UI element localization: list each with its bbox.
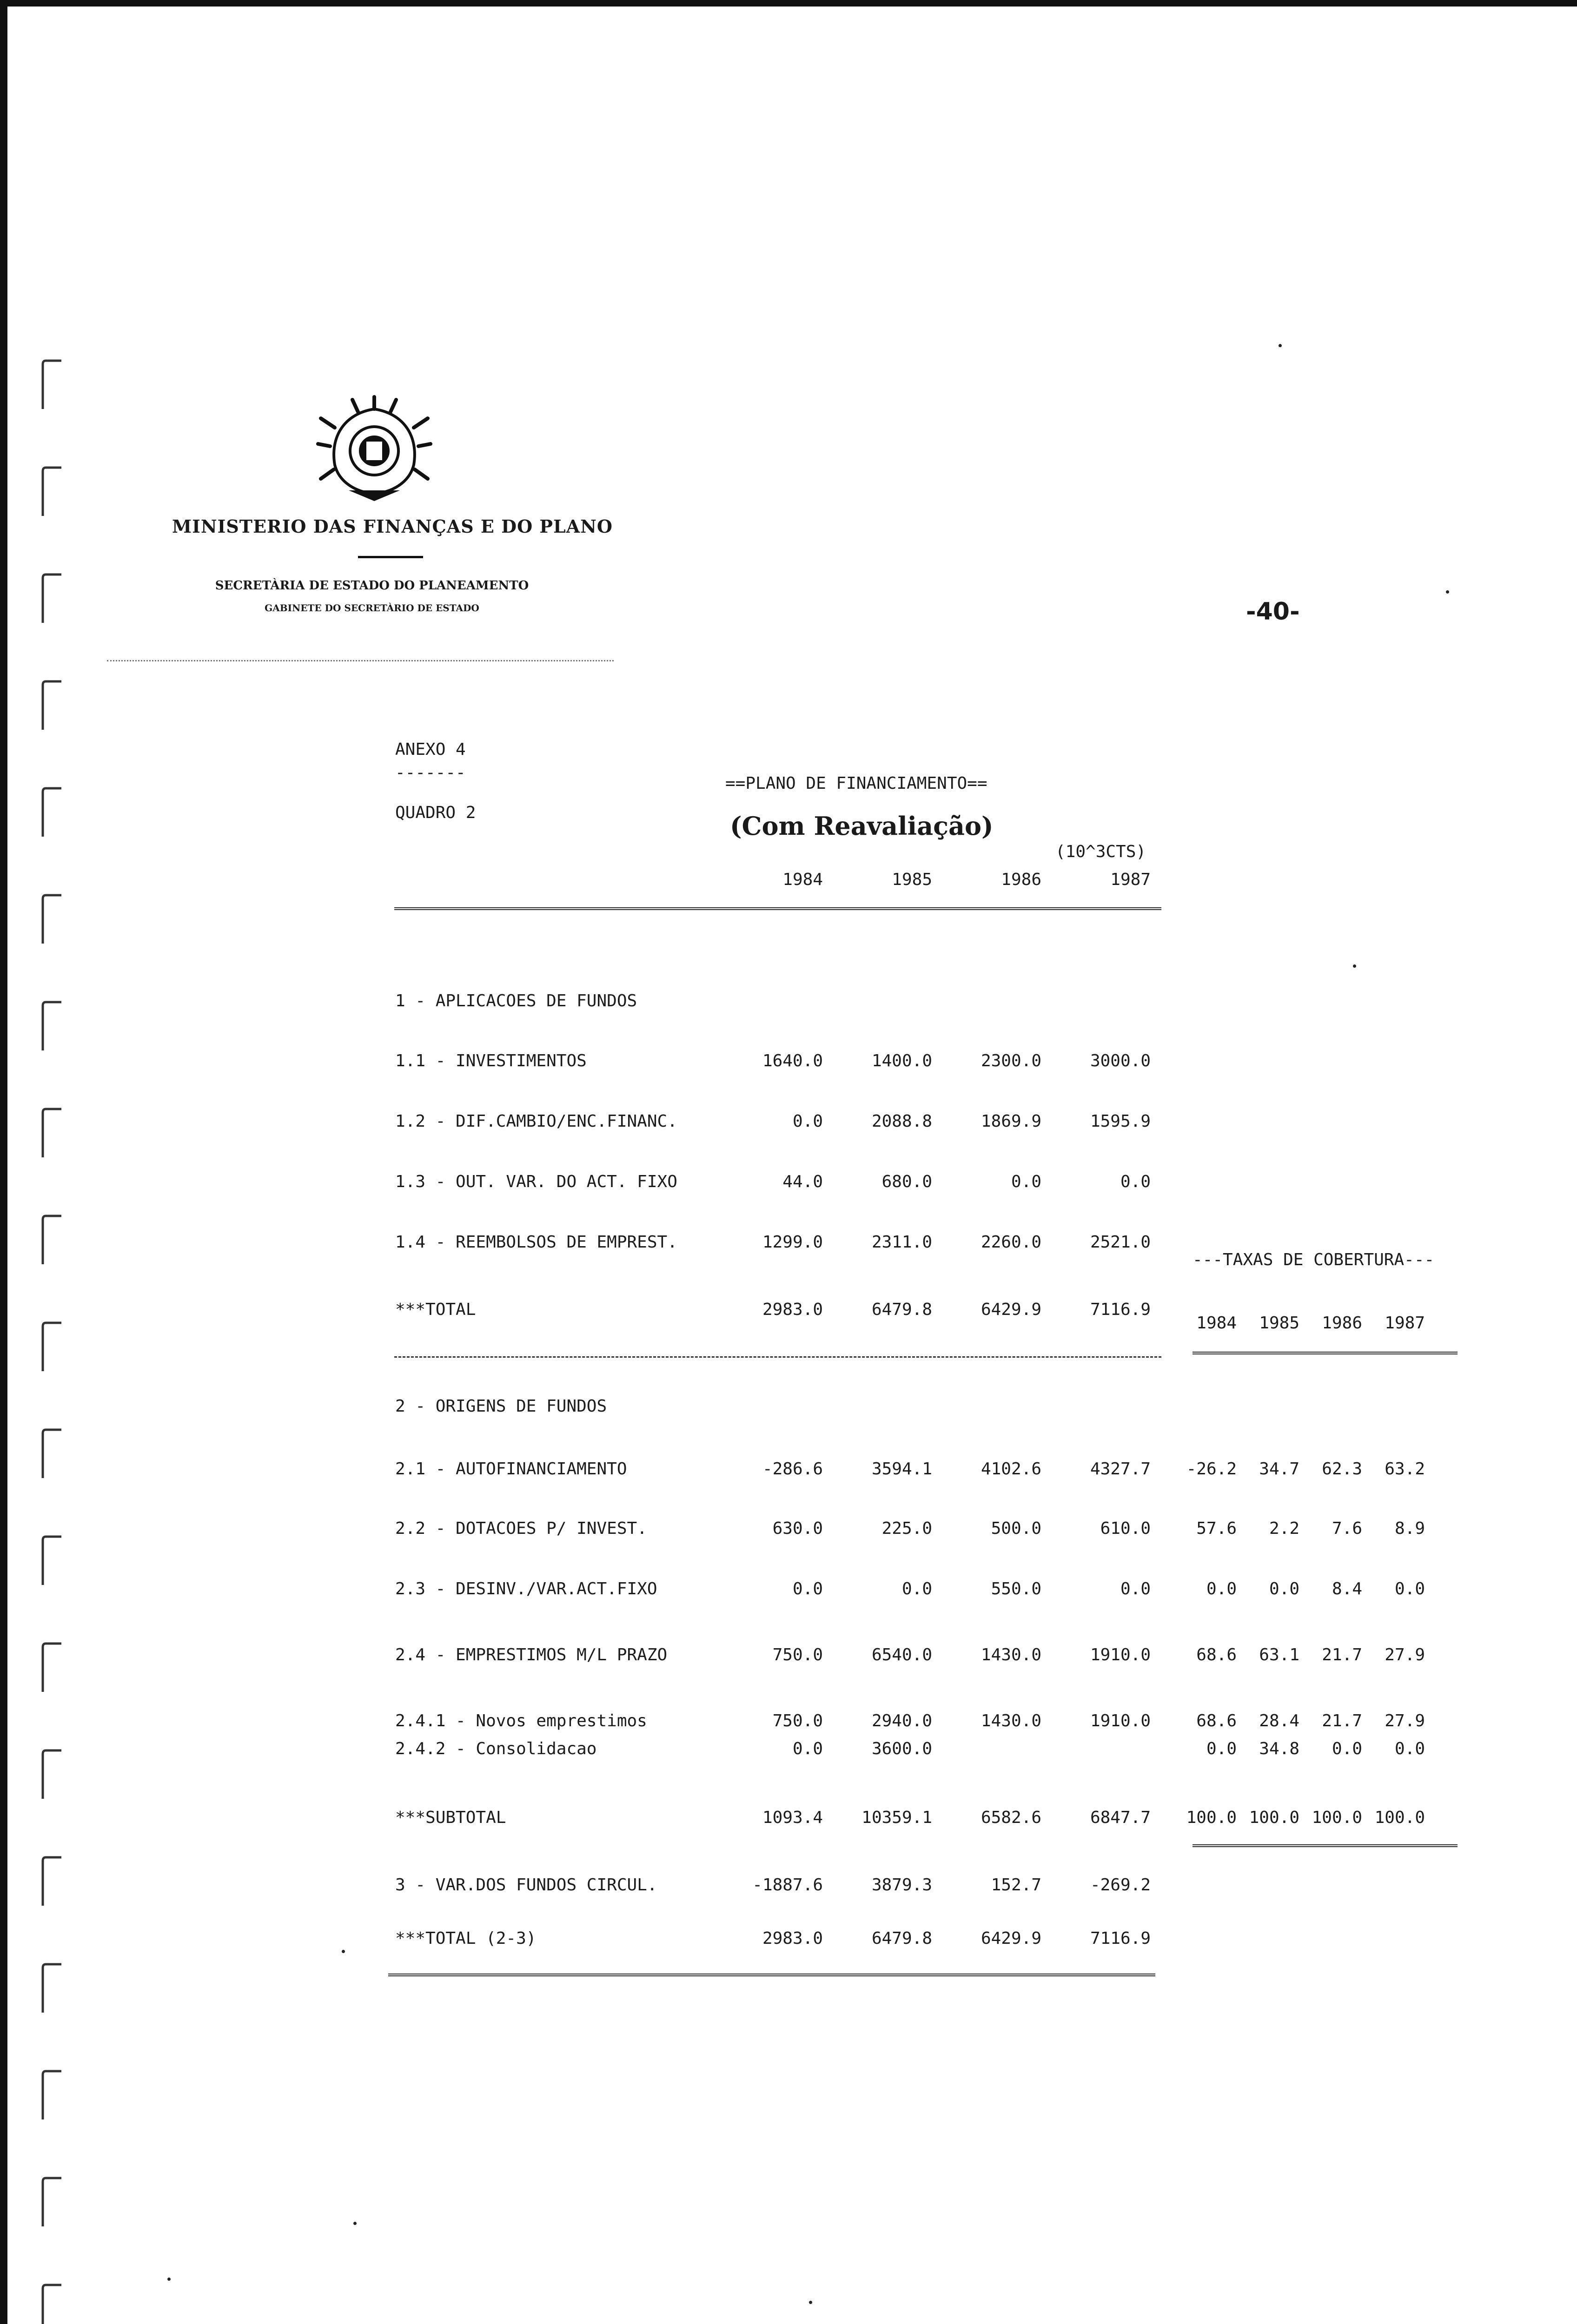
coverage-cell-1987: 27.9	[1385, 1711, 1425, 1730]
value-cell-1985: 6540.0	[871, 1645, 932, 1664]
final-double-rule	[388, 1974, 1155, 1976]
coverage-cell-1984: 57.6	[1196, 1519, 1237, 1538]
value-cell-1986: 0.0	[1011, 1172, 1041, 1191]
value-cell-1986: 550.0	[991, 1579, 1041, 1598]
section-aplicacoes: 1 - APLICACOES DE FUNDOS	[395, 991, 637, 1010]
value-cell-1984: 2983.0	[762, 1929, 823, 1948]
coverage-cell-1985: 34.7	[1259, 1459, 1299, 1479]
section-origens: 2 - ORIGENS DE FUNDOS	[395, 1397, 607, 1416]
binder-hole-mark	[41, 1748, 63, 1803]
value-cell-1984: 0.0	[792, 1739, 823, 1758]
coverage-cell-1984: 0.0	[1206, 1739, 1237, 1758]
year-header-1985: 1985	[892, 870, 932, 889]
coverage-cell-1985: 63.1	[1259, 1645, 1299, 1664]
binder-hole-mark	[41, 2175, 63, 2231]
row-label: 1.4 - REEMBOLSOS DE EMPREST.	[395, 1233, 677, 1252]
value-cell-1985: 6479.8	[871, 1929, 932, 1948]
value-cell-1984: -1887.6	[752, 1875, 823, 1895]
anexo-label: ANEXO 4	[395, 740, 466, 759]
binder-hole-mark	[41, 465, 63, 521]
row-label: 1.1 - INVESTIMENTOS	[395, 1051, 587, 1070]
anexo-underline: -------	[395, 763, 466, 782]
coverage-cell-1987: 0.0	[1394, 1579, 1425, 1598]
value-cell-1985: 0.0	[901, 1579, 932, 1598]
value-cell-1985: 225.0	[881, 1519, 932, 1538]
gabinete-name: GABINETE DO SECRETÀRIO DE ESTADO	[265, 602, 479, 614]
row-label: ***TOTAL (2-3)	[395, 1929, 537, 1948]
value-cell-1987: 1595.9	[1090, 1112, 1151, 1131]
coverage-cell-1986: 7.6	[1332, 1519, 1362, 1538]
value-cell-1987: 3000.0	[1090, 1051, 1151, 1070]
coverage-year-1984: 1984	[1196, 1314, 1237, 1333]
subtotal-coverage-double-rule	[1193, 1844, 1458, 1847]
coverage-cell-1984: 68.6	[1196, 1645, 1237, 1664]
scan-edge-left	[0, 0, 7, 2324]
value-cell-1986: 2260.0	[981, 1233, 1041, 1252]
scan-speck	[1446, 590, 1449, 594]
coverage-year-1985: 1985	[1259, 1314, 1299, 1333]
value-cell-1987: 4327.7	[1090, 1459, 1151, 1479]
scan-edge-top	[0, 0, 1577, 7]
ministry-underline	[358, 556, 423, 558]
coverage-cell-1984: 0.0	[1206, 1579, 1237, 1598]
value-cell-1987: 6847.7	[1090, 1808, 1151, 1827]
coverage-cell-1986: 100.0	[1312, 1808, 1362, 1827]
binder-hole-mark	[41, 1213, 63, 1269]
row-label: 2.4.1 - Novos emprestimos	[395, 1711, 647, 1730]
value-cell-1984: 750.0	[772, 1711, 823, 1730]
coverage-cell-1985: 2.2	[1269, 1519, 1299, 1538]
row-label: 2.4.2 - Consolidacao	[395, 1739, 597, 1758]
page-number: -40-	[1246, 598, 1300, 626]
value-cell-1987: 610.0	[1100, 1519, 1151, 1538]
value-cell-1987: 2521.0	[1090, 1233, 1151, 1252]
value-cell-1986: 6429.9	[981, 1300, 1041, 1319]
row-label: 1.2 - DIF.CAMBIO/ENC.FINANC.	[395, 1112, 677, 1131]
scan-speck	[809, 2301, 812, 2304]
coverage-cell-1987: 100.0	[1374, 1808, 1425, 1827]
coverage-cell-1986: 0.0	[1332, 1739, 1362, 1758]
value-cell-1987: -269.2	[1090, 1875, 1151, 1895]
coverage-cell-1986: 21.7	[1322, 1645, 1362, 1664]
value-cell-1987: 1910.0	[1090, 1711, 1151, 1730]
value-cell-1984: 1640.0	[762, 1051, 823, 1070]
value-cell-1984: 0.0	[792, 1112, 823, 1131]
coverage-cell-1984: 100.0	[1186, 1808, 1237, 1827]
coverage-cell-1985: 28.4	[1259, 1711, 1299, 1730]
value-cell-1985: 6479.8	[871, 1300, 932, 1319]
value-cell-1986: 500.0	[991, 1519, 1041, 1538]
value-cell-1986: 152.7	[991, 1875, 1041, 1895]
value-cell-1984: 0.0	[792, 1579, 823, 1598]
value-cell-1987: 7116.9	[1090, 1929, 1151, 1948]
coverage-cell-1986: 8.4	[1332, 1579, 1362, 1598]
value-cell-1984: 1299.0	[762, 1233, 823, 1252]
value-cell-1986: 2300.0	[981, 1051, 1041, 1070]
coverage-cell-1986: 21.7	[1322, 1711, 1362, 1730]
binder-hole-mark	[41, 2068, 63, 2124]
row-label: ***SUBTOTAL	[395, 1808, 506, 1827]
coverage-double-rule	[1193, 1352, 1458, 1354]
binder-hole-mark	[41, 1534, 63, 1590]
binder-hole-mark	[41, 1427, 63, 1483]
year-header-1987: 1987	[1110, 870, 1151, 889]
value-cell-1985: 10359.1	[861, 1808, 932, 1827]
row-label: ***TOTAL	[395, 1300, 476, 1319]
value-cell-1987: 0.0	[1120, 1579, 1151, 1598]
value-cell-1985: 680.0	[881, 1172, 932, 1191]
coverage-cell-1985: 100.0	[1249, 1808, 1299, 1827]
table-subtitle: (Com Reavaliação)	[730, 811, 994, 841]
scan-speck	[167, 2278, 171, 2281]
binder-hole-mark	[41, 679, 63, 734]
secretaria-name: SECRETÀRIA DE ESTADO DO PLANEAMENTO	[215, 579, 529, 593]
scan-speck	[342, 1950, 345, 1953]
coverage-cell-1987: 27.9	[1385, 1645, 1425, 1664]
year-header-1984: 1984	[782, 870, 823, 889]
coverage-cell-1987: 8.9	[1394, 1519, 1425, 1538]
value-cell-1984: 1093.4	[762, 1808, 823, 1827]
row-label: 2.2 - DOTACOES P/ INVEST.	[395, 1519, 647, 1538]
value-cell-1985: 2311.0	[871, 1233, 932, 1252]
coverage-cell-1984: -26.2	[1186, 1459, 1237, 1479]
coat-of-arms-icon	[316, 395, 432, 502]
binder-hole-mark	[41, 1855, 63, 1910]
coverage-year-1986: 1986	[1322, 1314, 1362, 1333]
quadro-label: QUADRO 2	[395, 803, 476, 822]
scan-speck	[353, 2222, 357, 2225]
value-cell-1985: 1400.0	[871, 1051, 932, 1070]
value-cell-1986: 6429.9	[981, 1929, 1041, 1948]
value-cell-1984: 44.0	[782, 1172, 823, 1191]
value-cell-1985: 3594.1	[871, 1459, 932, 1479]
value-cell-1984: 2983.0	[762, 1300, 823, 1319]
header-double-rule	[394, 907, 1161, 910]
coverage-year-1987: 1987	[1385, 1314, 1425, 1333]
binder-hole-mark	[41, 1641, 63, 1697]
value-cell-1985: 2940.0	[871, 1711, 932, 1730]
value-cell-1986: 1869.9	[981, 1112, 1041, 1131]
value-cell-1985: 2088.8	[871, 1112, 932, 1131]
coverage-cell-1985: 0.0	[1269, 1579, 1299, 1598]
binder-hole-mark	[41, 1320, 63, 1376]
binder-hole-mark	[41, 1106, 63, 1162]
value-cell-1985: 3879.3	[871, 1875, 932, 1895]
binder-hole-mark	[41, 892, 63, 948]
coverage-cell-1986: 62.3	[1322, 1459, 1362, 1479]
row-label: 1.3 - OUT. VAR. DO ACT. FIXO	[395, 1172, 677, 1191]
letterhead-rule	[107, 660, 614, 661]
row-label: 2.1 - AUTOFINANCIAMENTO	[395, 1459, 627, 1479]
value-cell-1986: 1430.0	[981, 1645, 1041, 1664]
coverage-cell-1985: 34.8	[1259, 1739, 1299, 1758]
binder-hole-mark	[41, 1961, 63, 2017]
value-cell-1984: 750.0	[772, 1645, 823, 1664]
units-label: (10^3CTS)	[1055, 842, 1146, 861]
binder-hole-mark	[41, 572, 63, 627]
scan-speck	[1279, 344, 1282, 347]
year-header-1986: 1986	[1001, 870, 1041, 889]
ministry-name: MINISTERIO DAS FINANÇAS E DO PLANO	[172, 516, 613, 537]
coverage-cell-1987: 0.0	[1394, 1739, 1425, 1758]
total-dash-rule	[394, 1356, 1161, 1358]
coverage-title: ---TAXAS DE COBERTURA---	[1193, 1250, 1435, 1269]
binder-hole-mark	[41, 999, 63, 1055]
row-label: 3 - VAR.DOS FUNDOS CIRCUL.	[395, 1875, 657, 1895]
row-label: 2.4 - EMPRESTIMOS M/L PRAZO	[395, 1645, 668, 1664]
value-cell-1986: 1430.0	[981, 1711, 1041, 1730]
binder-hole-mark	[41, 358, 63, 414]
value-cell-1987: 0.0	[1120, 1172, 1151, 1191]
value-cell-1986: 4102.6	[981, 1459, 1041, 1479]
binder-hole-mark	[41, 786, 63, 841]
row-label: 2.3 - DESINV./VAR.ACT.FIXO	[395, 1579, 657, 1598]
table-title: ==PLANO DE FINANCIAMENTO==	[725, 774, 987, 793]
binder-hole-mark	[41, 2282, 63, 2324]
value-cell-1987: 7116.9	[1090, 1300, 1151, 1319]
value-cell-1984: -286.6	[762, 1459, 823, 1479]
coverage-cell-1984: 68.6	[1196, 1711, 1237, 1730]
value-cell-1987: 1910.0	[1090, 1645, 1151, 1664]
value-cell-1985: 3600.0	[871, 1739, 932, 1758]
value-cell-1984: 630.0	[772, 1519, 823, 1538]
coverage-cell-1987: 63.2	[1385, 1459, 1425, 1479]
value-cell-1986: 6582.6	[981, 1808, 1041, 1827]
scan-speck	[1353, 964, 1356, 968]
